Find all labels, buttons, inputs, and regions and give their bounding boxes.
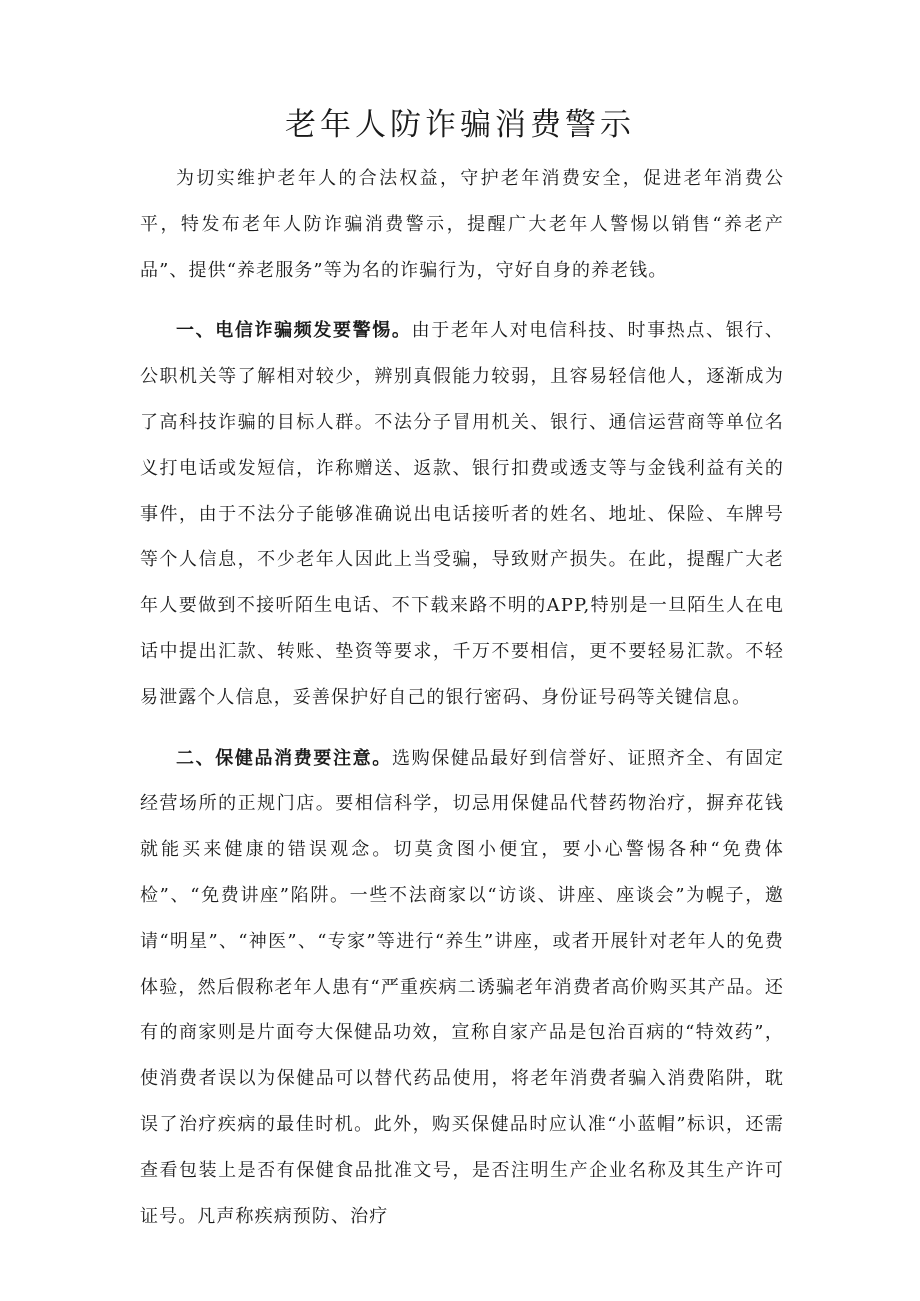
section-paragraph-health-products	[140, 736, 784, 1240]
section-heading-health-products: 二、保健品消费要注意。	[176, 747, 392, 769]
document-body	[140, 156, 784, 1239]
section-text-health-products: 选购保健品最好到信誉好、证照齐全、有固定经营场所的正规门店。要相信科学，切忌用保健品代替药物治疗，摒弃花钱就能买来健康的错误观念。切莫贪图小便宜，要小心警惕各种“免费体检”、“免费讲座”陷阱。一些不法商家以“访谈、讲座、座谈会”为幌子，邀请“明星”、“神医”、“专家”等进行“养生”讲座，或者开展针对老年人的免费体验，然后假称老年人患有“严重疾病二诱骗老年消费者高价购买其产品。还有的商家则是片面夸大保健品功效，宣称自家产品是包治百病的“特效药”，使消费者误以为保健品可以替代药品使用，将老年消费者骗入消费陷阱，耽误了治疗疾病的最佳时机。此外，购买保健品时应认准“小蓝帽”标识，还需查看包装上是否有保健食品批准文号，是否注明生产企业名称及其生产许可证号。凡声称疾病预防、治疗	[140, 747, 784, 1227]
section-paragraph-telecom-fraud	[140, 308, 784, 720]
section-text-telecom-fraud: 由于老年人对电信科技、时事热点、银行、公职机关等了解相对较少，辨别真假能力较弱，且容易轻信他人，逐渐成为了高科技诈骗的目标人群。不法分子冒用机关、银行、通信运营商等单位名义打电话或发短信，诈称赠送、返款、银行扣费或透支等与金钱利益有关的事件，由于不法分子能够准确说出电话接听者的姓名、地址、保险、车牌号等个人信息，不少老年人因此上当受骗，导致财产损失。在此，提醒广大老年人要做到不接听陌生电话、不下载来路不明的APP,特别是一旦陌生人在电话中提出汇款、转账、垫资等要求，千万不要相信，更不要轻易汇款。不轻易泄露个人信息，妥善保护好自己的银行密码、身份证号码等关键信息。	[140, 320, 784, 708]
section-heading-telecom-fraud: 一、电信诈骗频发要警惕。	[176, 320, 412, 342]
intro-paragraph: 为切实维护老年人的合法权益，守护老年消费安全，促进老年消费公平，特发布老年人防诈骗消费警示，提醒广大老年人警惕以销售“养老产品”、提供“养老服务”等为名的诈骗行为，守好自身的养老钱。	[140, 168, 784, 281]
document-title: 老年人防诈骗消费警示	[285, 107, 635, 143]
